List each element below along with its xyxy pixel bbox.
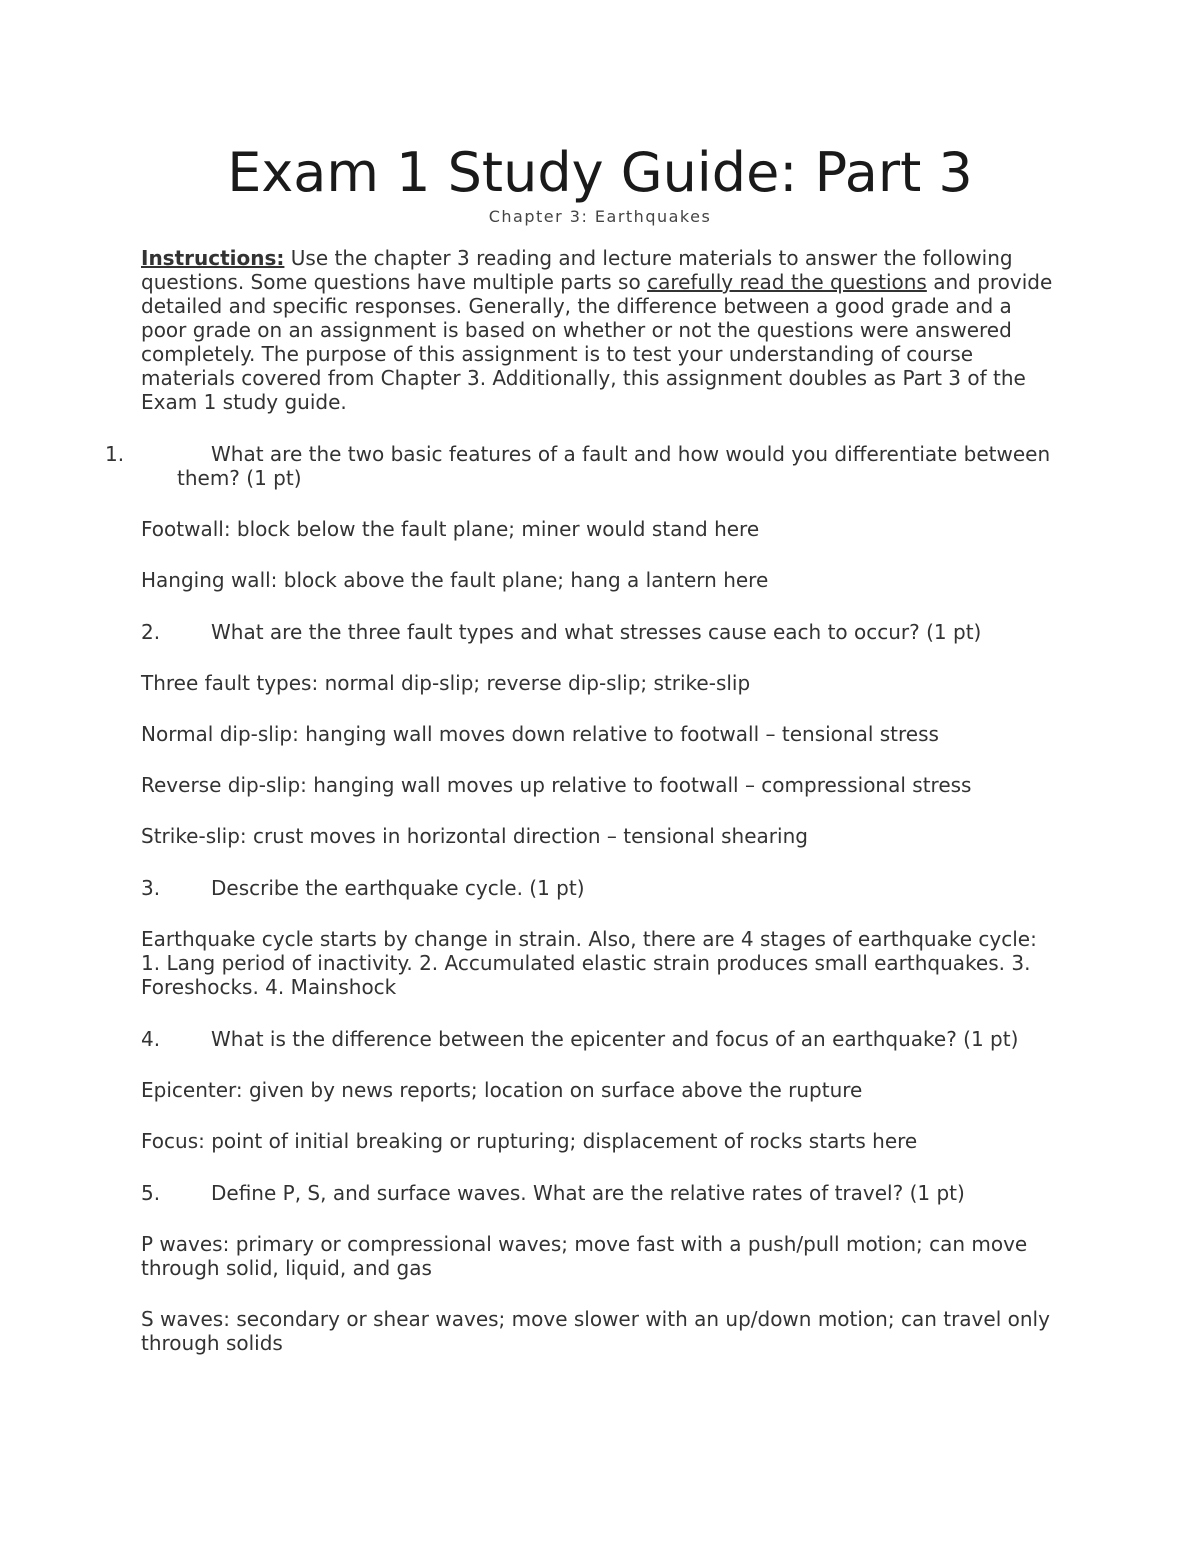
answer: Hanging wall: block above the fault plane; hang a lantern here bbox=[141, 568, 769, 592]
question-number: 3. bbox=[141, 876, 161, 900]
question-number: 4. bbox=[141, 1027, 161, 1051]
answer: Strike-slip: crust moves in horizontal direction – tensional shearing bbox=[141, 824, 808, 848]
answer: Three fault types: normal dip-slip; reverse dip-slip; strike-slip bbox=[141, 671, 751, 695]
instructions-label: Instructions: bbox=[141, 246, 285, 270]
instructions-text-after: and provide detailed and specific responses. Generally, the difference between a good grade and a poor grade on an assignment is based on whether or not the questions were answered completely. The purpose of this assignment is to test your understanding of course materials covered from Chapter 3. Additionally, this assignment doubles as Part 3 of the Exam 1 study guide. bbox=[141, 270, 1053, 414]
question-text: What is the difference between the epicenter and focus of an earthquake? (1 pt) bbox=[211, 1027, 1019, 1051]
answer: Focus: point of initial breaking or rupturing; displacement of rocks starts here bbox=[141, 1129, 918, 1153]
question-text: Define P, S, and surface waves. What are the relative rates of travel? (1 pt) bbox=[211, 1181, 965, 1205]
question-number: 2. bbox=[141, 620, 161, 644]
question-2 bbox=[141, 620, 1061, 644]
answer: Footwall: block below the fault plane; miner would stand here bbox=[141, 517, 760, 541]
question-1 bbox=[105, 442, 1061, 490]
instructions-paragraph bbox=[141, 246, 1053, 414]
question-3 bbox=[141, 876, 1061, 900]
question-text: What are the three fault types and what stresses cause each to occur? (1 pt) bbox=[211, 620, 982, 644]
question-text: Describe the earthquake cycle. (1 pt) bbox=[211, 876, 585, 900]
answer: Reverse dip-slip: hanging wall moves up relative to footwall – compressional stress bbox=[141, 773, 972, 797]
question-number: 5. bbox=[141, 1181, 161, 1205]
question-text: What are the two basic features of a fault and how would you differentiate between them? (1 pt) bbox=[177, 442, 1051, 490]
question-number: 1. bbox=[105, 442, 125, 466]
instructions-text-before: Use the chapter 3 reading and lecture materials to answer the following questions. Some questions have multiple parts so bbox=[141, 246, 1013, 294]
answer: S waves: secondary or shear waves; move slower with an up/down motion; can travel only through solids bbox=[141, 1307, 1050, 1355]
answer: Normal dip-slip: hanging wall moves down relative to footwall – tensional stress bbox=[141, 722, 939, 746]
document-subtitle: Chapter 3: Earthquakes bbox=[488, 207, 712, 226]
answer: P waves: primary or compressional waves; move fast with a push/pull motion; can move through solid, liquid, and gas bbox=[141, 1232, 1028, 1280]
document-body bbox=[105, 246, 1061, 1355]
question-4 bbox=[141, 1027, 1061, 1051]
question-5 bbox=[141, 1181, 1061, 1205]
answer: Epicenter: given by news reports; location on surface above the rupture bbox=[141, 1078, 863, 1102]
document-title: Exam 1 Study Guide: Part 3 bbox=[227, 141, 973, 204]
answer: Earthquake cycle starts by change in strain. Also, there are 4 stages of earthquake cycle: 1. Lang period of inactivity. 2. Accumulated elastic strain produces small earthquakes. 3. Foreshocks. 4. Mainshock bbox=[141, 927, 1037, 999]
instructions-emphasis: carefully read the questions bbox=[647, 270, 927, 294]
